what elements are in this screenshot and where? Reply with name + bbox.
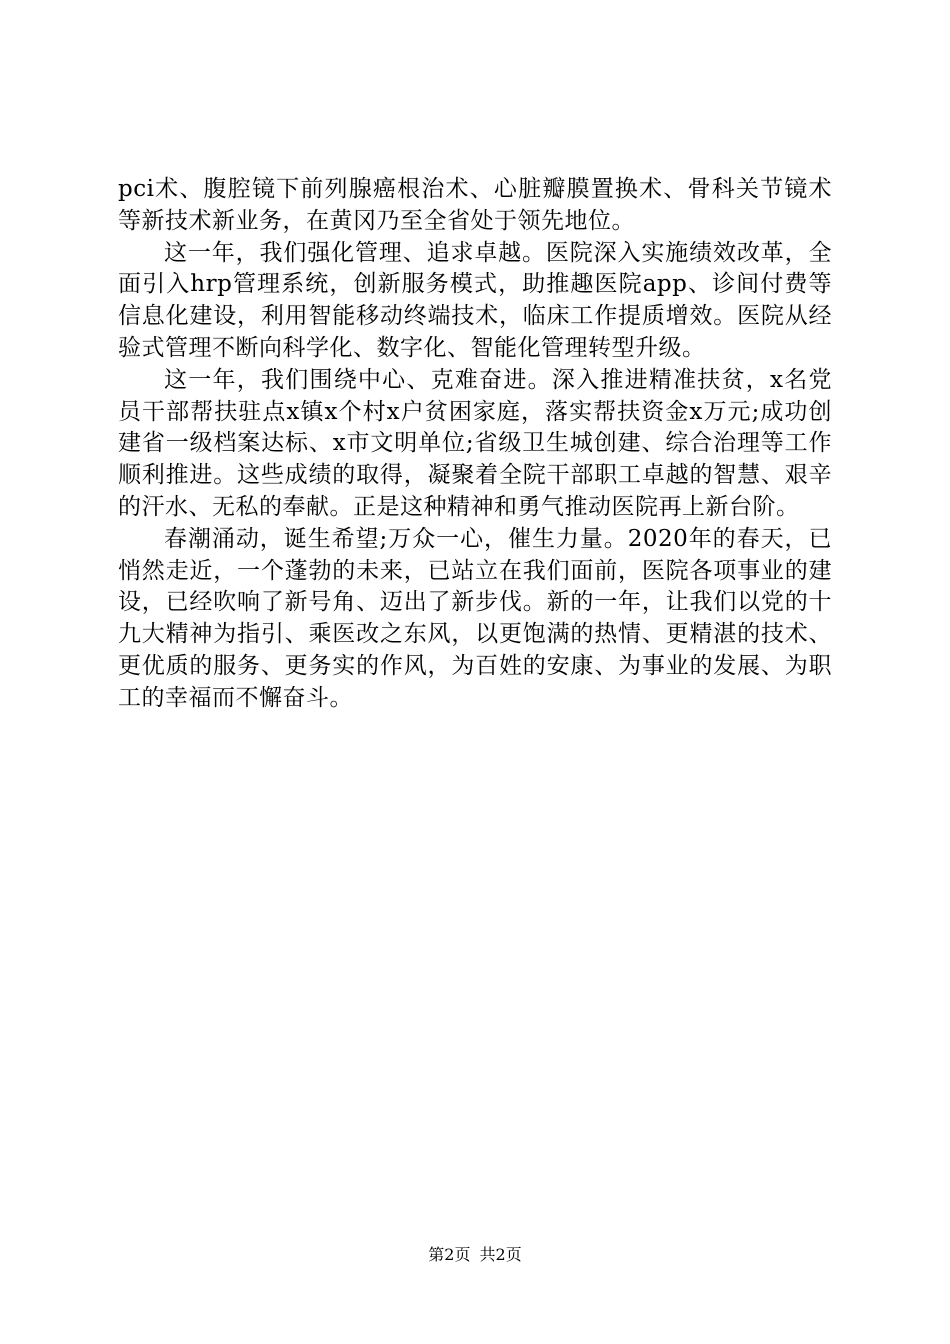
paragraph-continuation: pci术、腹腔镜下前列腺癌根治术、心脏瓣膜置换术、骨科关节镜术等新技术新业务，在黄冈乃至全省处于领先地位。 [118, 176, 832, 234]
paragraph-outlook: 春潮涌动，诞生希望;万众一心，催生力量。2020年的春天，已悄然走近，一个蓬勃的未来，已站立在我们面前，医院各项事业的建设，已经吹响了新号角、迈出了新步伐。新的一年，让我们以党的十九大精神为指引、乘医改之东风，以更饱满的热情、更精湛的技术、更优质的服务、更务实的作风，为百姓的安康、为事业的发展、为职工的幸福而不懈奋斗。 [118, 525, 832, 711]
page-number: 第2页 [428, 1245, 471, 1264]
paragraph-management: 这一年，我们强化管理、追求卓越。医院深入实施绩效改革，全面引入hrp管理系统，创新服务模式，助推趣医院app、诊间付费等信息化建设，利用智能移动终端技术，临床工作提质增效。医院从经验式管理不断向科学化、数字化、智能化管理转型升级。 [118, 239, 832, 361]
page-footer [0, 1244, 950, 1266]
page-total: 共2页 [479, 1245, 522, 1264]
paragraph-poverty-alleviation: 这一年，我们围绕中心、克难奋进。深入推进精准扶贫，x名党员干部帮扶驻点x镇x个村x户贫困家庭，落实帮扶资金x万元;成功创建省一级档案达标、x市文明单位;省级卫生城创建、综合治理等工作顺利推进。这些成绩的取得，凝聚着全院干部职工卓越的智慧、艰辛的汗水、无私的奉献。正是这种精神和勇气推动医院再上新台阶。 [118, 366, 832, 520]
document-body [118, 174, 832, 715]
